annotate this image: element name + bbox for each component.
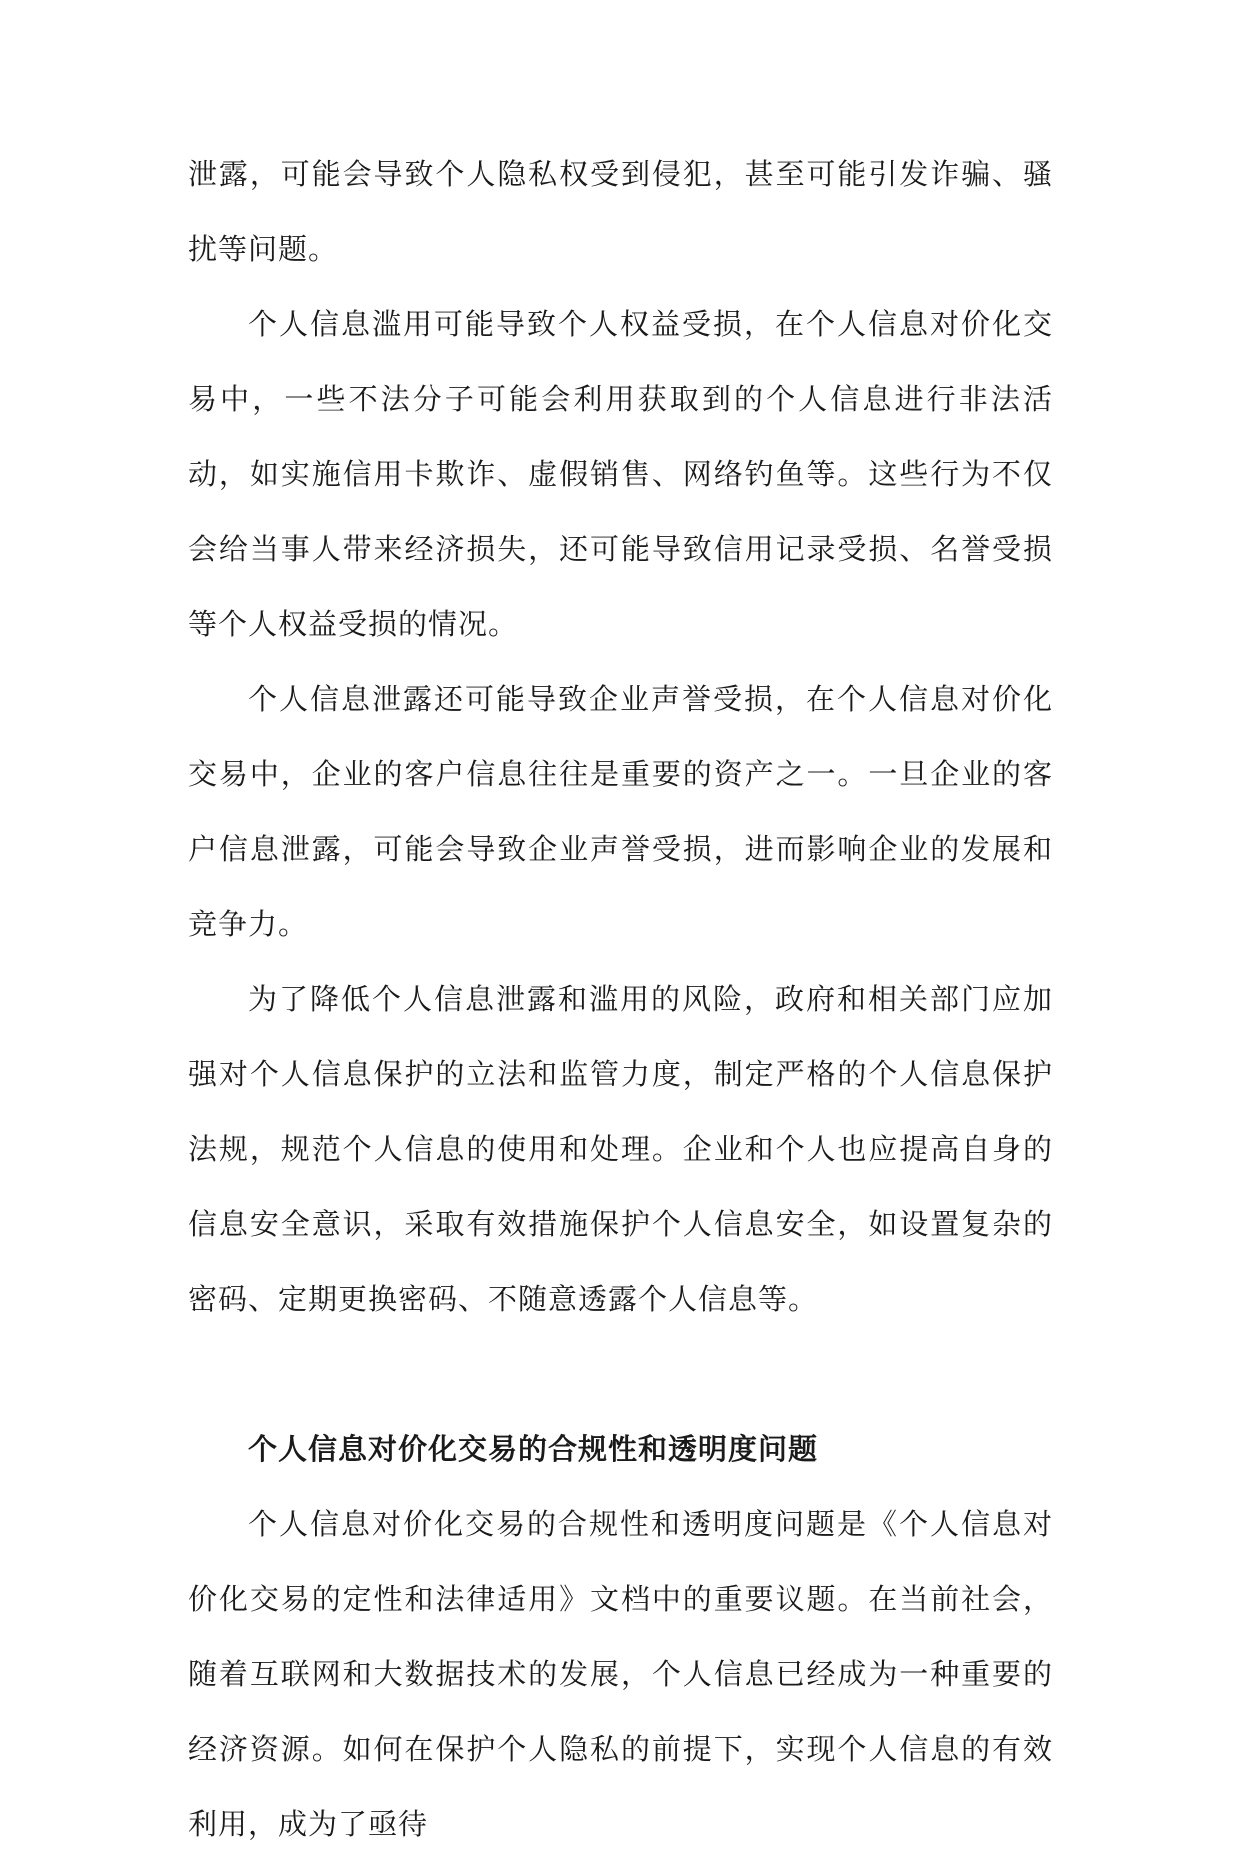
- paragraph-continuation: 泄露，可能会导致个人隐私权受到侵犯，甚至可能引发诈骗、骚扰等问题。: [188, 157, 1053, 266]
- paragraph-enterprise-reputation: 个人信息泄露还可能导致企业声誉受损，在个人信息对价化交易中，企业的客户信息往往是重要的资产之一。一旦企业的客户信息泄露，可能会导致企业声誉受损，进而影响企业的发展和竞争力。: [188, 682, 1053, 941]
- paragraph-compliance-transparency: 个人信息对价化交易的合规性和透明度问题是《个人信息对价化交易的定性和法律适用》文档中的重要议题。在当前社会，随着互联网和大数据技术的发展，个人信息已经成为一种重要的经济资源。如何在保护个人隐私的前提下，实现个人信息的有效利用，成为了亟待: [188, 1507, 1053, 1841]
- paragraph-misuse: 个人信息滥用可能导致个人权益受损，在个人信息对价化交易中，一些不法分子可能会利用获取到的个人信息进行非法活动，如实施信用卡欺诈、虚假销售、网络钓鱼等。这些行为不仅会给当事人带来经济损失，还可能导致信用记录受损、名誉受损等个人权益受损的情况。: [188, 307, 1053, 641]
- document-body: [188, 137, 1053, 1862]
- section-heading: 个人信息对价化交易的合规性和透明度问题: [248, 1432, 819, 1466]
- paragraph-risk-reduction: 为了降低个人信息泄露和滥用的风险，政府和相关部门应加强对个人信息保护的立法和监管力度，制定严格的个人信息保护法规，规范个人信息的使用和处理。企业和个人也应提高自身的信息安全意识，采取有效措施保护个人信息安全，如设置复杂的密码、定期更换密码、不随意透露个人信息等。: [188, 982, 1053, 1316]
